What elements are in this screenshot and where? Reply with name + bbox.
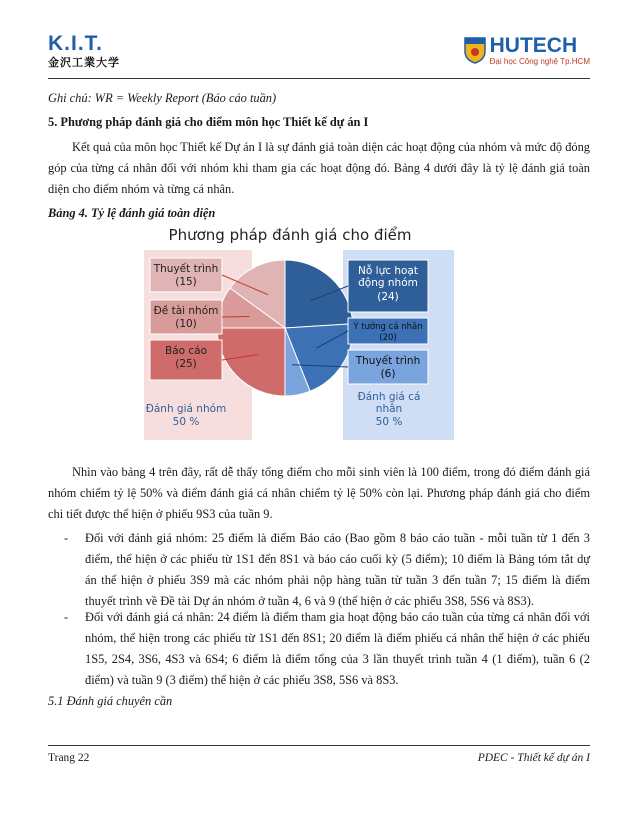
- slice-label-text: Thuyết trình: [355, 355, 421, 367]
- document-title: PDEC - Thiết kế dự án I: [477, 752, 590, 764]
- bullet-group-evaluation: [48, 528, 590, 612]
- group-name-label: Đánh giá nhóm: [145, 403, 227, 415]
- header-divider: [48, 78, 590, 79]
- pie-slice: [285, 260, 353, 328]
- leader-line: [222, 316, 249, 317]
- footer-divider: [48, 745, 590, 746]
- hutech-logo-text: HUTECH: [489, 34, 578, 57]
- slice-value-label: (10): [175, 318, 197, 330]
- slice-label-text: Đề tài nhóm: [153, 305, 219, 317]
- slice-label-text: Nỗ lực hoạt: [358, 265, 418, 277]
- paragraph-intro: Kết quả của môn học Thiết kế Dự án I là sự đánh giá toàn diện các hoạt động của nhóm và mức độ đóng góp của từng cá nhân đối với nhóm khi tham gia các hoạt động đó. Bảng 4 dưới đây là tỷ lệ đánh giá toàn diện cho điểm nhóm và từng cá nhân.: [48, 140, 590, 196]
- bullet-dash: -: [64, 610, 69, 624]
- slice-value-label: (24): [377, 291, 399, 303]
- hutech-logo: [464, 36, 590, 66]
- note-text: Ghi chú: WR = Weekly Report (Báo cáo tuần): [48, 91, 277, 105]
- slice-value-label: (15): [175, 276, 197, 288]
- table-4-caption: Bảng 4. Tỷ lệ đánh giá toàn diện: [48, 206, 216, 220]
- hutech-logo-subtitle: Đại học Công nghệ Tp.HCM: [489, 57, 590, 66]
- slice-label-text: động nhóm: [358, 277, 418, 289]
- slice-label-text: Thuyết trình: [153, 263, 219, 275]
- slice-label-text: Ý tưởng cá nhân: [353, 322, 423, 332]
- bullet-individual-evaluation: [48, 607, 590, 691]
- pie-chart: [140, 222, 460, 442]
- bullet-text: Đối với đánh giá cá nhân: 24 điểm là điểm tham gia hoạt động báo cáo tuần của từng cá nhân đối với nhóm, thể hiện trong các phiếu từ 1S1 đến 8S1; 20 điểm là điểm phiếu cá nhân thể hiện ở các phiếu 1S5, 2S4, 3S6, 4S3 và 6S4; 6 điểm là điểm tổng của 3 lần thuyết trình tuần 4 (1 điểm), tuần 6 (2 điểm) và tuần 9 (3 điểm) thể hiện ở các phiếu 3S8, 5S6 và 8S3.: [85, 610, 590, 687]
- section-5-1-heading: 5.1 Đánh giá chuyên cần: [48, 694, 173, 708]
- group-share-label: 50 %: [375, 416, 403, 428]
- slice-value-label: (25): [175, 358, 197, 370]
- bullet-text: Đối với đánh giá nhóm: 25 điểm là điểm Báo cáo (Bao gồm 8 báo cáo tuần - mỗi tuần từ 1 đến 3 điểm, thể hiện ở các phiếu từ 1S1 đến 8S1 và báo cáo cuối kỳ (5 điểm); 10 điểm là Bảng tóm tắt dự án thể hiện ở phiếu 3S9 mà các nhóm phải nộp hàng tuần từ tuần 3 đến tuần 7; 15 điểm là điểm thuyết trình về Đề tài Dự án nhóm ở tuần 4, 6 và 9 (thể hiện ở các phiếu 3S8, 5S6 và 8S3).: [85, 531, 590, 608]
- pie-chart-canvas: [140, 222, 460, 442]
- chart-title: Phương pháp đánh giá cho điểm: [168, 226, 412, 244]
- kit-logo: [48, 32, 120, 70]
- slice-value-label: (6): [380, 368, 396, 380]
- kit-logo-subtitle: 金沢工業大学: [48, 56, 120, 69]
- group-name-label: Đánh giá cá: [357, 391, 421, 403]
- slice-value-label: (20): [379, 333, 397, 343]
- hutech-shield-icon: [464, 36, 486, 64]
- slice-label-text: Báo cáo: [164, 345, 208, 357]
- bullet-dash: -: [64, 531, 69, 545]
- kit-logo-text: K.I.T.: [48, 32, 104, 55]
- paragraph-analysis: Nhìn vào bảng 4 trên đây, rất dễ thấy tổng điểm cho mỗi sinh viên là 100 điểm, trong đó điểm đánh giá nhóm chiếm tỷ lệ 50% và điểm đánh giá cá nhân chiếm tỷ lệ 50% còn lại. Phương pháp đánh giá cho điểm chi tiết được thể hiện ở phiếu 9S3 của tuần 9.: [48, 465, 590, 521]
- group-name-label: nhân: [375, 403, 403, 415]
- page-header: [48, 30, 590, 78]
- group-share-label: 50 %: [172, 416, 200, 428]
- page-number: Trang 22: [48, 752, 90, 764]
- section-5-heading: 5. Phương pháp đánh giá cho điểm môn học Thiết kế dự án I: [48, 115, 369, 129]
